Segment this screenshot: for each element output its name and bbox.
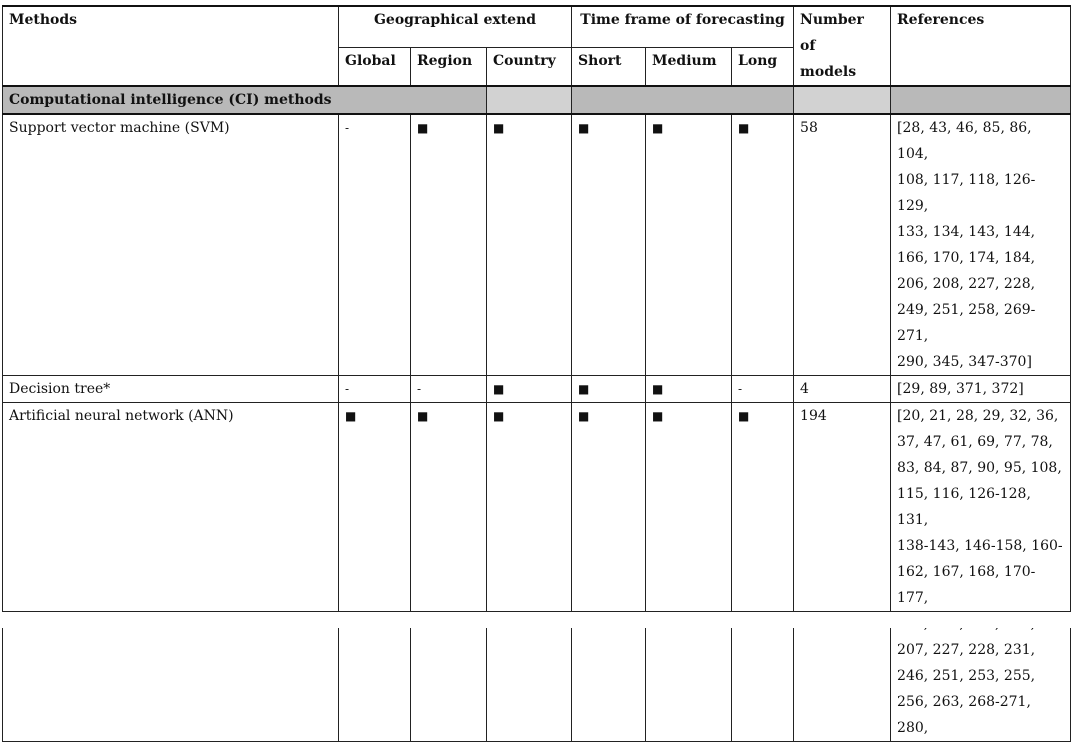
reference-line: 206, 208, 227, 228, xyxy=(897,276,1036,292)
section-row-ci-methods xyxy=(3,86,1071,114)
reference-line: 290, 345, 347-370] xyxy=(897,354,1032,370)
table-row-svm xyxy=(3,114,1071,376)
reference-line: 207, 227, 228, 231, xyxy=(897,642,1036,658)
short-cell: ■ xyxy=(572,114,646,376)
references-cell xyxy=(891,376,1071,403)
global-cell: - xyxy=(339,114,411,376)
header-global: Global xyxy=(339,47,411,86)
long-cell: - xyxy=(732,376,794,403)
method-name: Artificial neural network (ANN) xyxy=(3,403,339,742)
reference-line: 115, 116, 126-128, 131, xyxy=(897,486,1031,528)
header-short: Short xyxy=(572,47,646,86)
global-cell: ■ xyxy=(339,403,411,742)
header-geographical-extend: Geographical extend xyxy=(339,6,572,47)
reference-line: 37, 47, 61, 69, 77, 78, xyxy=(897,434,1053,450)
header-references: References xyxy=(891,6,1071,86)
header-long: Long xyxy=(732,47,794,86)
reference-line: 162, 167, 168, 170-177, xyxy=(897,564,1036,606)
reference-line: 249, 251, 258, 269-271, xyxy=(897,302,1036,344)
medium-cell: ■ xyxy=(646,114,732,376)
model-count: 194 xyxy=(794,403,891,742)
reference-line: [28, 43, 46, 85, 86, 104, xyxy=(897,120,1032,162)
reference-line: 256, 263, 268-271, 280, xyxy=(897,694,1031,736)
header-number-of-models xyxy=(794,6,891,86)
model-count: 58 xyxy=(794,114,891,376)
header-number-line1: Number of xyxy=(800,12,864,54)
region-cell: - xyxy=(411,376,487,403)
references-cell xyxy=(891,114,1071,376)
header-country: Country xyxy=(487,47,572,86)
header-methods: Methods xyxy=(3,6,339,86)
section-title: Computational intelligence (CI) methods xyxy=(3,86,487,114)
reference-line: 166, 170, 174, 184, xyxy=(897,250,1036,266)
reference-line: [29, 89, 371, 372] xyxy=(897,381,1024,397)
method-name: Decision tree* xyxy=(3,376,339,403)
reference-line: 83, 84, 87, 90, 95, 108, xyxy=(897,460,1062,476)
forecasting-methods-table xyxy=(2,5,1071,742)
country-cell: ■ xyxy=(487,376,572,403)
page-bottom-margin xyxy=(0,612,1079,628)
table-row-decision-tree xyxy=(3,376,1071,403)
country-cell: ■ xyxy=(487,403,572,742)
reference-line: [20, 21, 28, 29, 32, 36, xyxy=(897,408,1059,424)
model-count: 4 xyxy=(794,376,891,403)
header-region: Region xyxy=(411,47,487,86)
table-row-ann xyxy=(3,403,1071,742)
long-cell: ■ xyxy=(732,403,794,742)
reference-line: 108, 117, 118, 126-129, xyxy=(897,172,1036,214)
section-filler xyxy=(891,86,1071,114)
medium-cell: ■ xyxy=(646,403,732,742)
short-cell: ■ xyxy=(572,376,646,403)
section-filler xyxy=(572,86,794,114)
section-filler xyxy=(487,86,572,114)
header-medium: Medium xyxy=(646,47,732,86)
long-cell: ■ xyxy=(732,114,794,376)
header-time-frame: Time frame of forecasting xyxy=(572,6,794,47)
short-cell: ■ xyxy=(572,403,646,742)
section-filler xyxy=(794,86,891,114)
global-cell: - xyxy=(339,376,411,403)
reference-line: 133, 134, 143, 144, xyxy=(897,224,1036,240)
header-number-line2: models xyxy=(800,64,857,80)
region-cell: ■ xyxy=(411,114,487,376)
reference-line: 138-143, 146-158, 160- xyxy=(897,538,1063,554)
country-cell: ■ xyxy=(487,114,572,376)
reference-line: 246, 251, 253, 255, xyxy=(897,668,1036,684)
region-cell: ■ xyxy=(411,403,487,742)
method-name: Support vector machine (SVM) xyxy=(3,114,339,376)
medium-cell: ■ xyxy=(646,376,732,403)
references-cell xyxy=(891,403,1071,742)
